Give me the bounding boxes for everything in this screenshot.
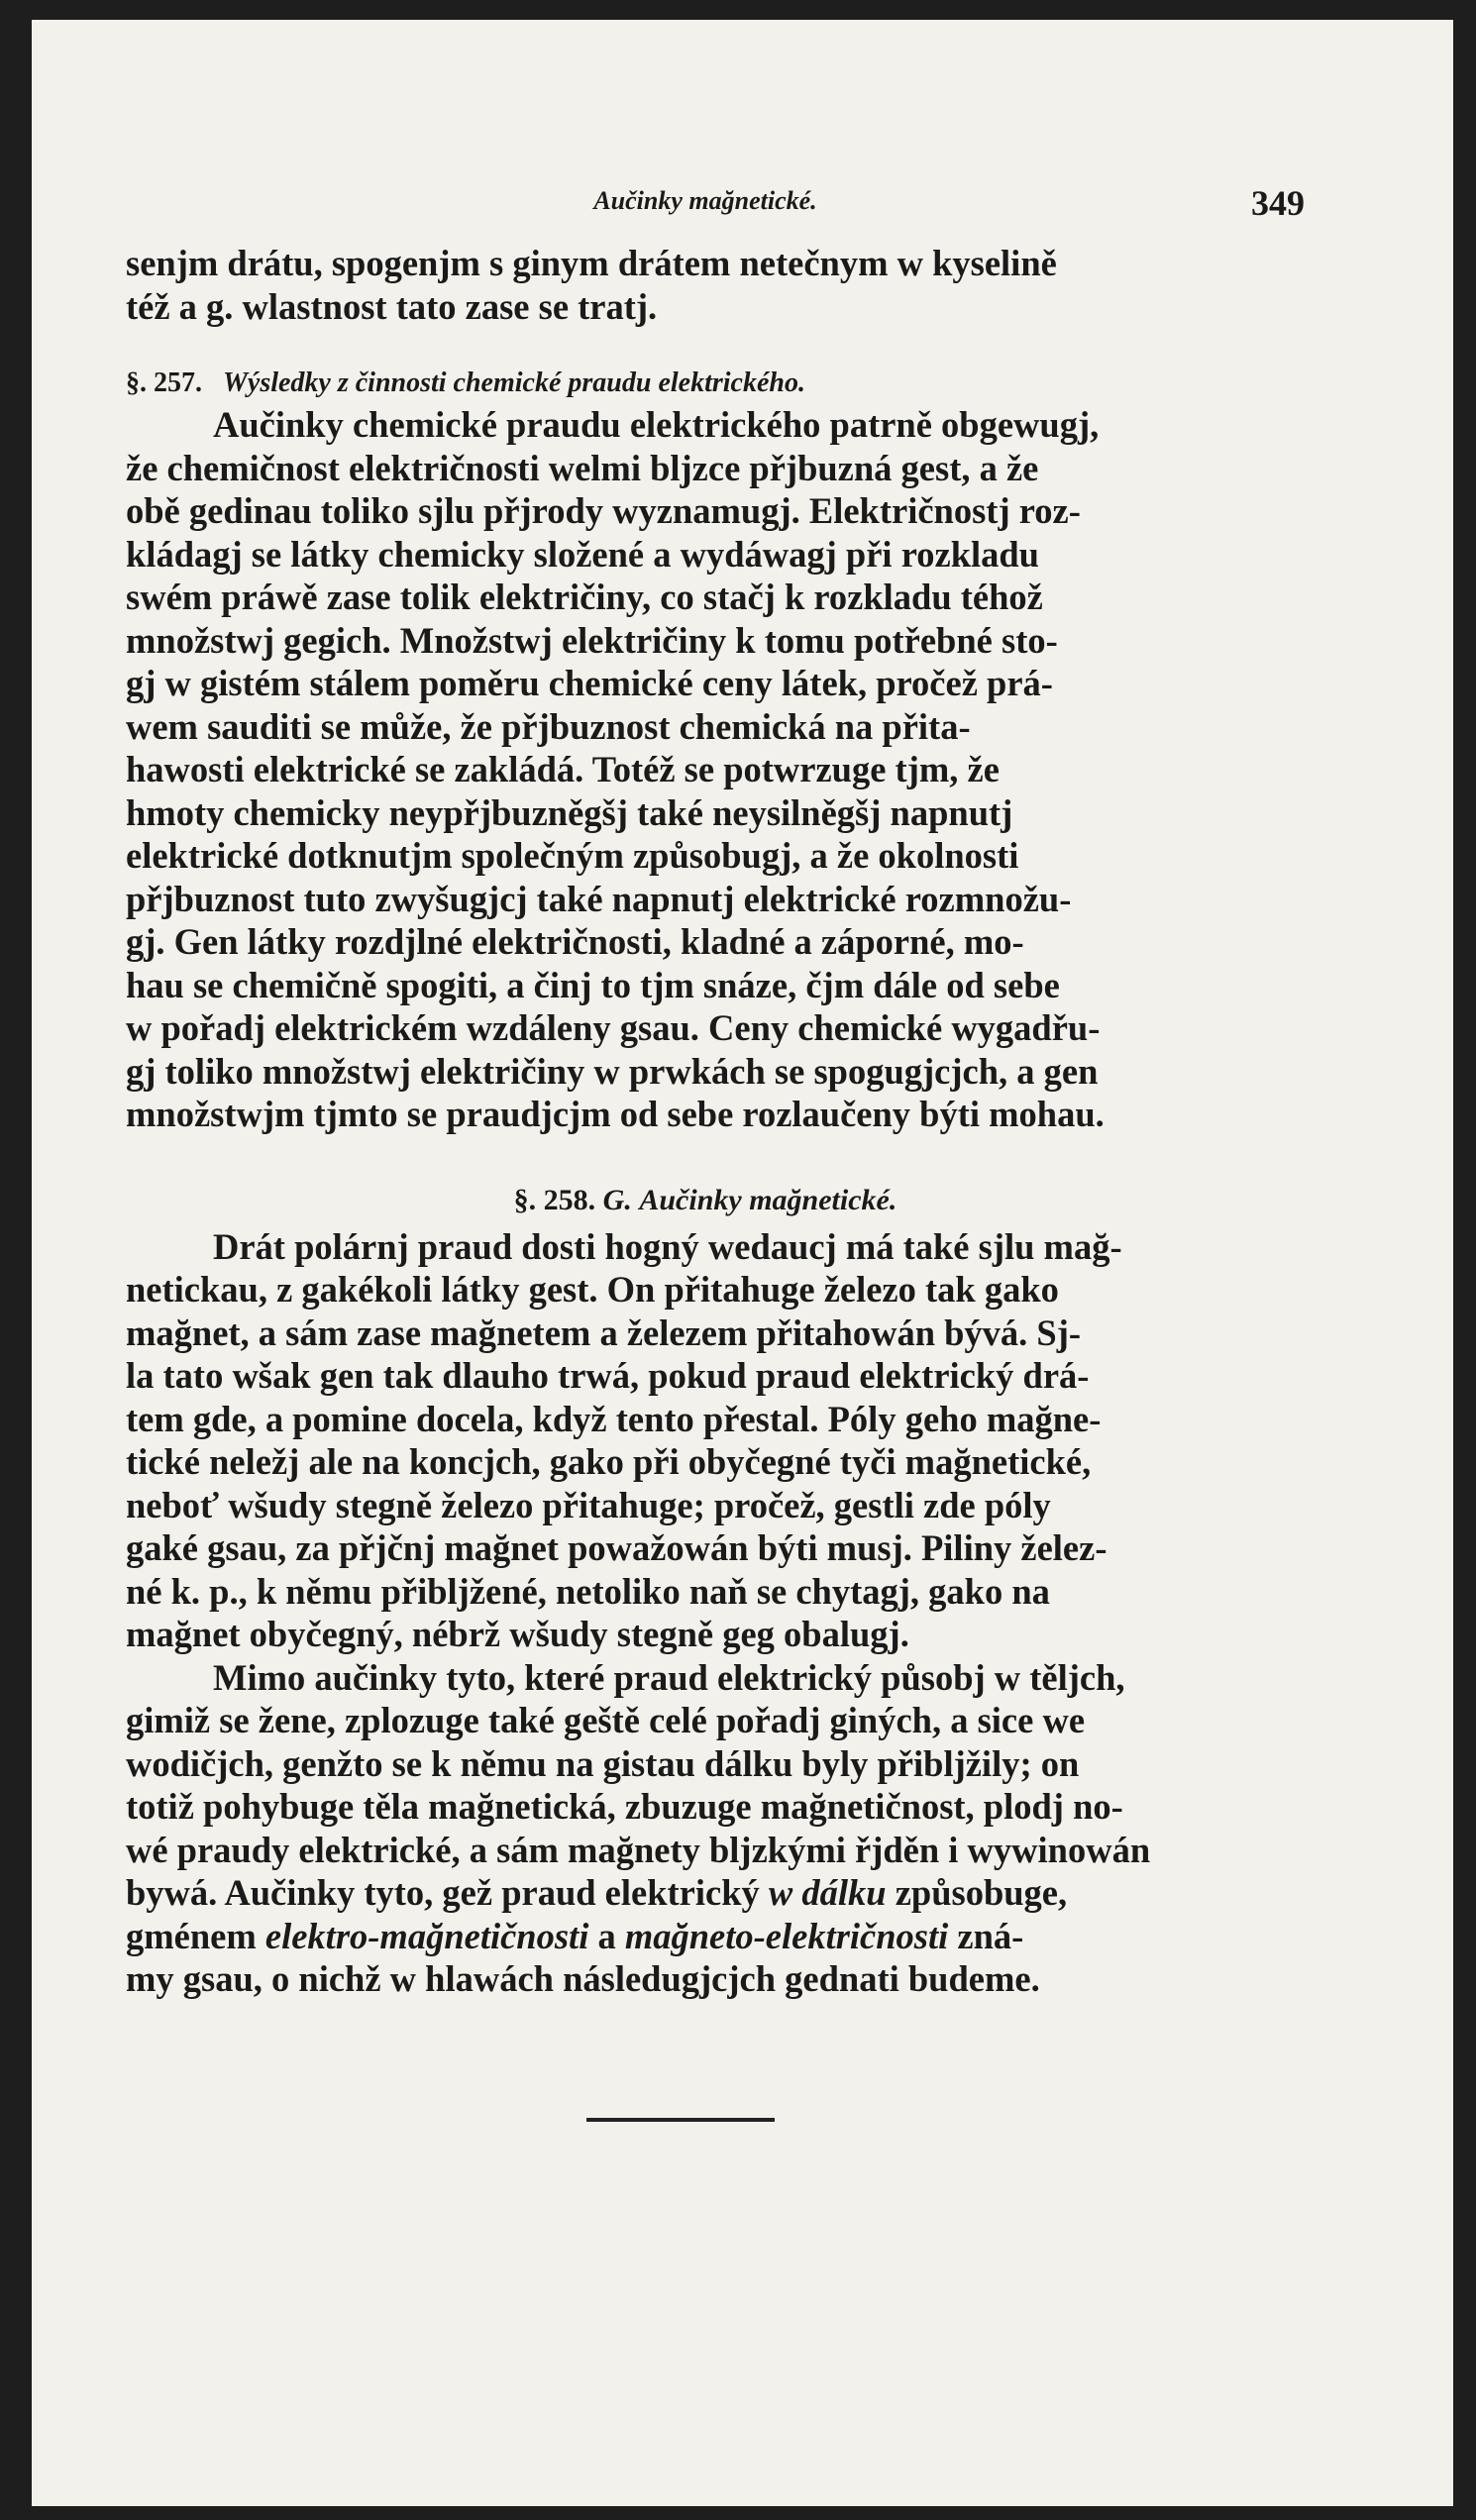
text-line	[126, 1915, 1285, 1958]
text-line: tem gde, a pomine docela, když tento přestal. Póly geho mağne-	[126, 1398, 1102, 1439]
text-line: gimiž se žene, zplozuge také geště celé pořadj giných, a sice we	[126, 1700, 1086, 1740]
page-text-block	[126, 168, 1305, 2001]
text-line: Mimo aučinky tyto, které praud elektrický působj w těljch,	[213, 1656, 1125, 1698]
italic-term: mağneto-električnosti	[624, 1915, 949, 1956]
text-line: kládagj se látky chemicky složené a wydáwagj při rozkladu	[126, 533, 1039, 575]
text-run: způsobuge,	[886, 1872, 1068, 1913]
text-line	[126, 1871, 1285, 1915]
text-line: Drát polárnj praud dosti hogný wedaucj má také sjlu mağ-	[213, 1225, 1122, 1267]
section-number: §. 257.	[126, 368, 202, 398]
section-title: Wýsledky z činnosti chemické praudu elektrického.	[223, 368, 805, 398]
text-line: hmoty chemicky neypřjbuzněgšj také neysilněgšj napnutj	[126, 791, 1013, 833]
text-run: bywá. Aučinky tyto, gež praud elektrický	[126, 1872, 769, 1913]
text-line: množstwjm tjmto se praudjcjm od sebe rozlaučeny býti mohau.	[126, 1094, 1105, 1134]
text-line: wé praudy elektrické, a sám mağnety bljzkými řjděn i wywinowán	[126, 1829, 1151, 1870]
section-257-heading	[126, 364, 1285, 403]
text-line: hawosti elektrické se zakládá. Totéž se potwrzuge tjm, že	[126, 749, 1000, 789]
text-run: gménem	[126, 1915, 265, 1956]
text-run: zná-	[948, 1915, 1024, 1956]
text-line: hau se chemičně spogiti, a činj to tjm snáze, čjm dále od sebe	[126, 964, 1060, 1005]
text-line: né k. p., k němu přibljžené, netoliko naň se chytagj, gako na	[126, 1570, 1050, 1612]
text-line: mağnet obyčegný, nébrž wšudy stegně geg obalugj.	[126, 1614, 909, 1654]
text-line: množstwj gegich. Množstwj električiny k tomu potřebné sto-	[126, 619, 1058, 661]
section-number: §. 258.	[513, 1183, 596, 1216]
book-page	[32, 20, 1453, 2506]
text-line: obě gedinau toliko sjlu přjrody wyznamugj. Električnostj roz-	[126, 490, 1081, 531]
page-header	[126, 168, 1305, 238]
intro-paragraph	[126, 242, 1285, 328]
italic-term: w dálku	[768, 1872, 887, 1913]
text-line: Aučinky chemické praudu elektrického patrně obgewugj,	[213, 404, 1100, 445]
text-line: senjm drátu, spogenjm s ginym drátem netečnym w kyselině	[126, 243, 1057, 283]
section-257-paragraph	[126, 403, 1285, 1136]
italic-term: elektro-mağnetičnosti	[264, 1915, 589, 1956]
text-line: la tato wšak gen tak dlauho trwá, pokud praud elektrický drá-	[126, 1355, 1090, 1396]
running-title: Aučinky mağnetické.	[593, 186, 817, 215]
section-258-paragraph-1	[126, 1225, 1285, 1656]
text-line: přjbuznost tuto zwyšugjcj také napnutj elektrické rozmnožu-	[126, 878, 1072, 919]
text-run: a	[588, 1915, 625, 1956]
text-line: gj toliko množstwj električiny w prwkách se spogugjcjch, a gen	[126, 1050, 1099, 1092]
text-line: elektrické dotknutjm společným způsobugj, a že okolnosti	[126, 835, 1019, 876]
text-line: totiž pohybuge těla mağnetická, zbuzuge mağnetičnost, plodj no-	[126, 1786, 1123, 1827]
section-title: Aučinky mağnetické.	[639, 1183, 897, 1216]
section-letter: G.	[602, 1183, 632, 1216]
text-line: že chemičnost električnosti welmi bljzce přjbuzná gest, a že	[126, 447, 1039, 488]
text-line: gaké gsau, za přjčnj mağnet powažowán býti musj. Piliny želez-	[126, 1527, 1107, 1568]
text-line: wem sauditi se může, že přjbuznost chemická na přita-	[126, 705, 971, 747]
end-rule	[586, 2118, 775, 2122]
text-line: neboť wšudy stegně železo přitahuge; pročež, gestli zde póly	[126, 1484, 1051, 1525]
text-line: též a g. wlastnost tato zase se tratj.	[126, 285, 658, 327]
text-line: w pořadj elektrickém wzdáleny gsau. Ceny chemické wygadřu-	[126, 1007, 1101, 1048]
text-line: wodičjch, genžto se k němu na gistau dálku byly přibljžily; on	[126, 1742, 1080, 1784]
text-line: mağnet, a sám zase mağnetem a železem přitahowán bývá. Sj-	[126, 1312, 1082, 1353]
section-258-heading	[126, 1176, 1285, 1225]
text-line: gj w gistém stálem poměru chemické ceny látek, pročež prá-	[126, 663, 1053, 703]
text-line: netickau, z gakékoli látky gest. On přitahuge železo tak gako	[126, 1269, 1059, 1310]
section-258-paragraph-2	[126, 1656, 1285, 2001]
text-line: tické neležj ale na koncjch, gako při obyčegné tyči mağnetické,	[126, 1441, 1092, 1482]
text-line: my gsau, o nichž w hlawách následugjcjch gednati budeme.	[126, 1958, 1040, 1999]
text-line: gj. Gen látky rozdjlné električnosti, kladné a záporné, mo-	[126, 921, 1024, 962]
page-number: 349	[1251, 183, 1305, 223]
text-line: swém práwě zase tolik električiny, co stačj k rozkladu téhož	[126, 577, 1043, 617]
